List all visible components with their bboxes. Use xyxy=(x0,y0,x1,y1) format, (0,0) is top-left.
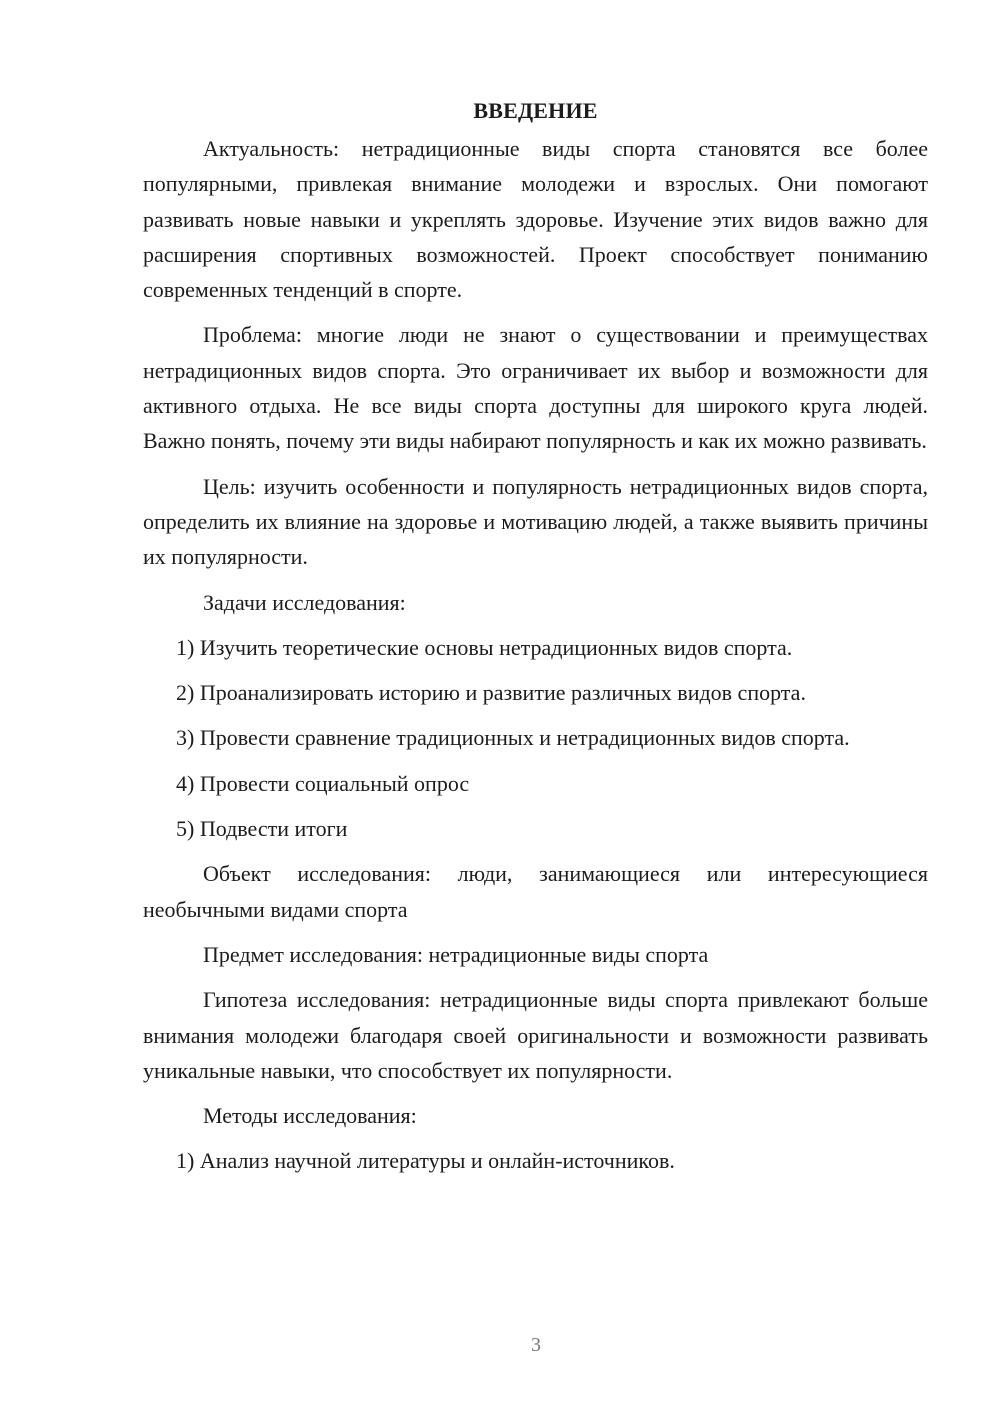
section-title: ВВЕДЕНИЕ xyxy=(473,98,598,123)
task-item-3: 3) Провести сравнение традиционных и нетрадиционных видов спорта. xyxy=(176,725,850,751)
methods-heading: Методы исследования: xyxy=(203,1103,417,1129)
page-content xyxy=(143,94,928,1189)
page-number: 3 xyxy=(531,1334,541,1356)
paragraph-object: Объект исследования: люди, занимающиеся или интересующиеся необычными видами спорта xyxy=(143,861,928,922)
task-item-2: 2) Проанализировать историю и развитие различных видов спорта. xyxy=(176,680,806,706)
paragraph-goal: Цель: изучить особенности и популярность нетрадиционных видов спорта, определить их влияние на здоровье и мотивацию людей, а также выявить причины их популярности. xyxy=(143,473,928,570)
paragraph-problem: Проблема: многие люди не знают о существовании и преимуществах нетрадиционных видов спорта. Это ограничивает их выбор и возможности для активного отдыха. Не все виды спорта доступны для широкого круга людей. Важно понять, почему эти виды набирают популярность и как их можно развивать. xyxy=(143,322,928,454)
task-item-5: 5) Подвести итоги xyxy=(176,816,348,842)
paragraph-subject: Предмет исследования: нетрадиционные виды спорта xyxy=(203,941,709,967)
task-item-4: 4) Провести социальный опрос xyxy=(176,770,470,796)
tasks-heading: Задачи исследования: xyxy=(203,589,406,615)
paragraph-hypothesis: Гипотеза исследования: нетрадиционные виды спорта привлекают больше внимания молодежи благодаря своей оригинальности и возможности развивать уникальные навыки, что способствует их популярности. xyxy=(143,987,928,1083)
paragraph-relevance: Актуальность: нетрадиционные виды спорта становятся все более популярными, привлекая внимание молодежи и взрослых. Они помогают развивать новые навыки и укреплять здоровье. Изучение этих видов важно для расширения спортивных возможностей. Проект способствует пониманию современных тенденций в спорте. xyxy=(143,136,928,303)
task-item-1: 1) Изучить теоретические основы нетрадиционных видов спорта. xyxy=(176,634,793,660)
method-item-1: 1) Анализ научной литературы и онлайн-источников. xyxy=(176,1148,675,1174)
